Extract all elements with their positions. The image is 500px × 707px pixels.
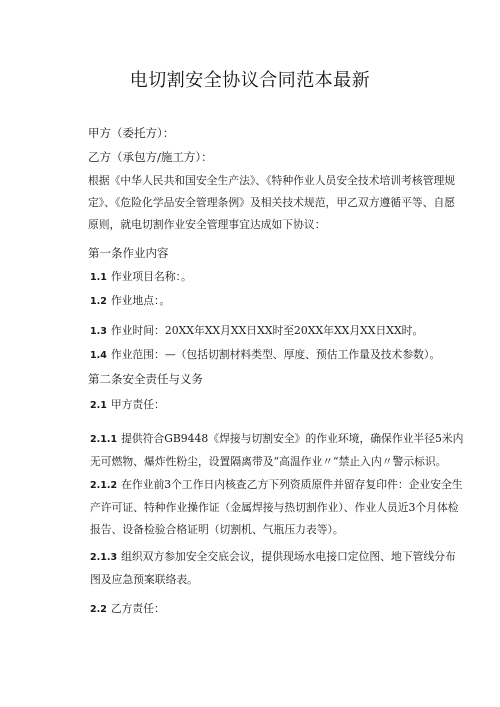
- article-1-item-2: [90, 290, 466, 313]
- item-number: 1.4: [90, 350, 107, 361]
- party-b-label: 乙方（承包方/施工方）：: [88, 150, 213, 164]
- item-number: 2.1.1: [90, 434, 118, 445]
- item-number: 2.1.3: [90, 552, 118, 563]
- article-2-title: 第二条安全责任与义务: [88, 372, 203, 386]
- preamble-paragraph: 根据《中华人民共和国安全生产法》、《特种作业人员安全技术培训考核管理规定》、《危险化学品安全管理条例》及相关技术规范，甲乙双方遵循平等、自愿原则，就电切割作业安全管理事宜达成如下协议：: [88, 174, 456, 231]
- article-2-item-2-1-2: [90, 474, 466, 541]
- article-1-title: 第一条作业内容: [88, 246, 169, 260]
- item-text: 甲方责任：: [110, 398, 165, 411]
- article-2-item-2-1-1: [90, 428, 466, 473]
- party-a-responsibility-heading: [90, 394, 466, 417]
- item-text: 作业范围：—（包括切割材料类型、厚度、预估工作量及技术参数）。: [110, 348, 441, 361]
- item-number: 1.3: [90, 326, 107, 337]
- document-title: 电切割安全协议合同范本最新: [129, 70, 371, 91]
- item-number: 1.2: [90, 296, 107, 307]
- article-1-item-1: [90, 266, 466, 289]
- item-text: 在作业前3个工作日内核查乙方下列资质原件并留存复印件：企业安全生产许可证、特种作业操作证（金属焊接与热切割作业）、作业人员近3个月体检报告、设备检验合格证明（切割机、气瓶压力表等）。: [90, 478, 463, 536]
- article-1-item-4: [90, 344, 466, 367]
- item-number: 2.2: [90, 604, 107, 615]
- item-text: 作业地点：。: [110, 294, 171, 307]
- item-number: 1.1: [90, 272, 107, 283]
- item-number: 2.1: [90, 400, 107, 411]
- item-text: 乙方责任：: [110, 602, 165, 615]
- party-b-responsibility-heading: [90, 598, 466, 621]
- item-text: 作业时间：20XX年XX月XX日XX时至20XX年XX月XX日XX时。: [110, 324, 424, 337]
- article-1-item-3: [90, 320, 466, 343]
- item-number: 2.1.2: [90, 480, 118, 491]
- item-text: 作业项目名称：。: [110, 270, 192, 283]
- item-text: 提供符合GB9448《焊接与切割安全》的作业环境，确保作业半径5米内无可燃物、爆炸性粉尘，设置隔离带及“高温作业〃“禁止入内〃警示标识。: [90, 432, 464, 468]
- article-2-item-2-1-3: [90, 546, 466, 591]
- item-text: 组织双方参加安全交底会议，提供现场水电接口定位图、地下管线分布图及应急预案联络表。: [90, 550, 456, 586]
- party-a-label: 甲方（委托方）：: [88, 126, 175, 140]
